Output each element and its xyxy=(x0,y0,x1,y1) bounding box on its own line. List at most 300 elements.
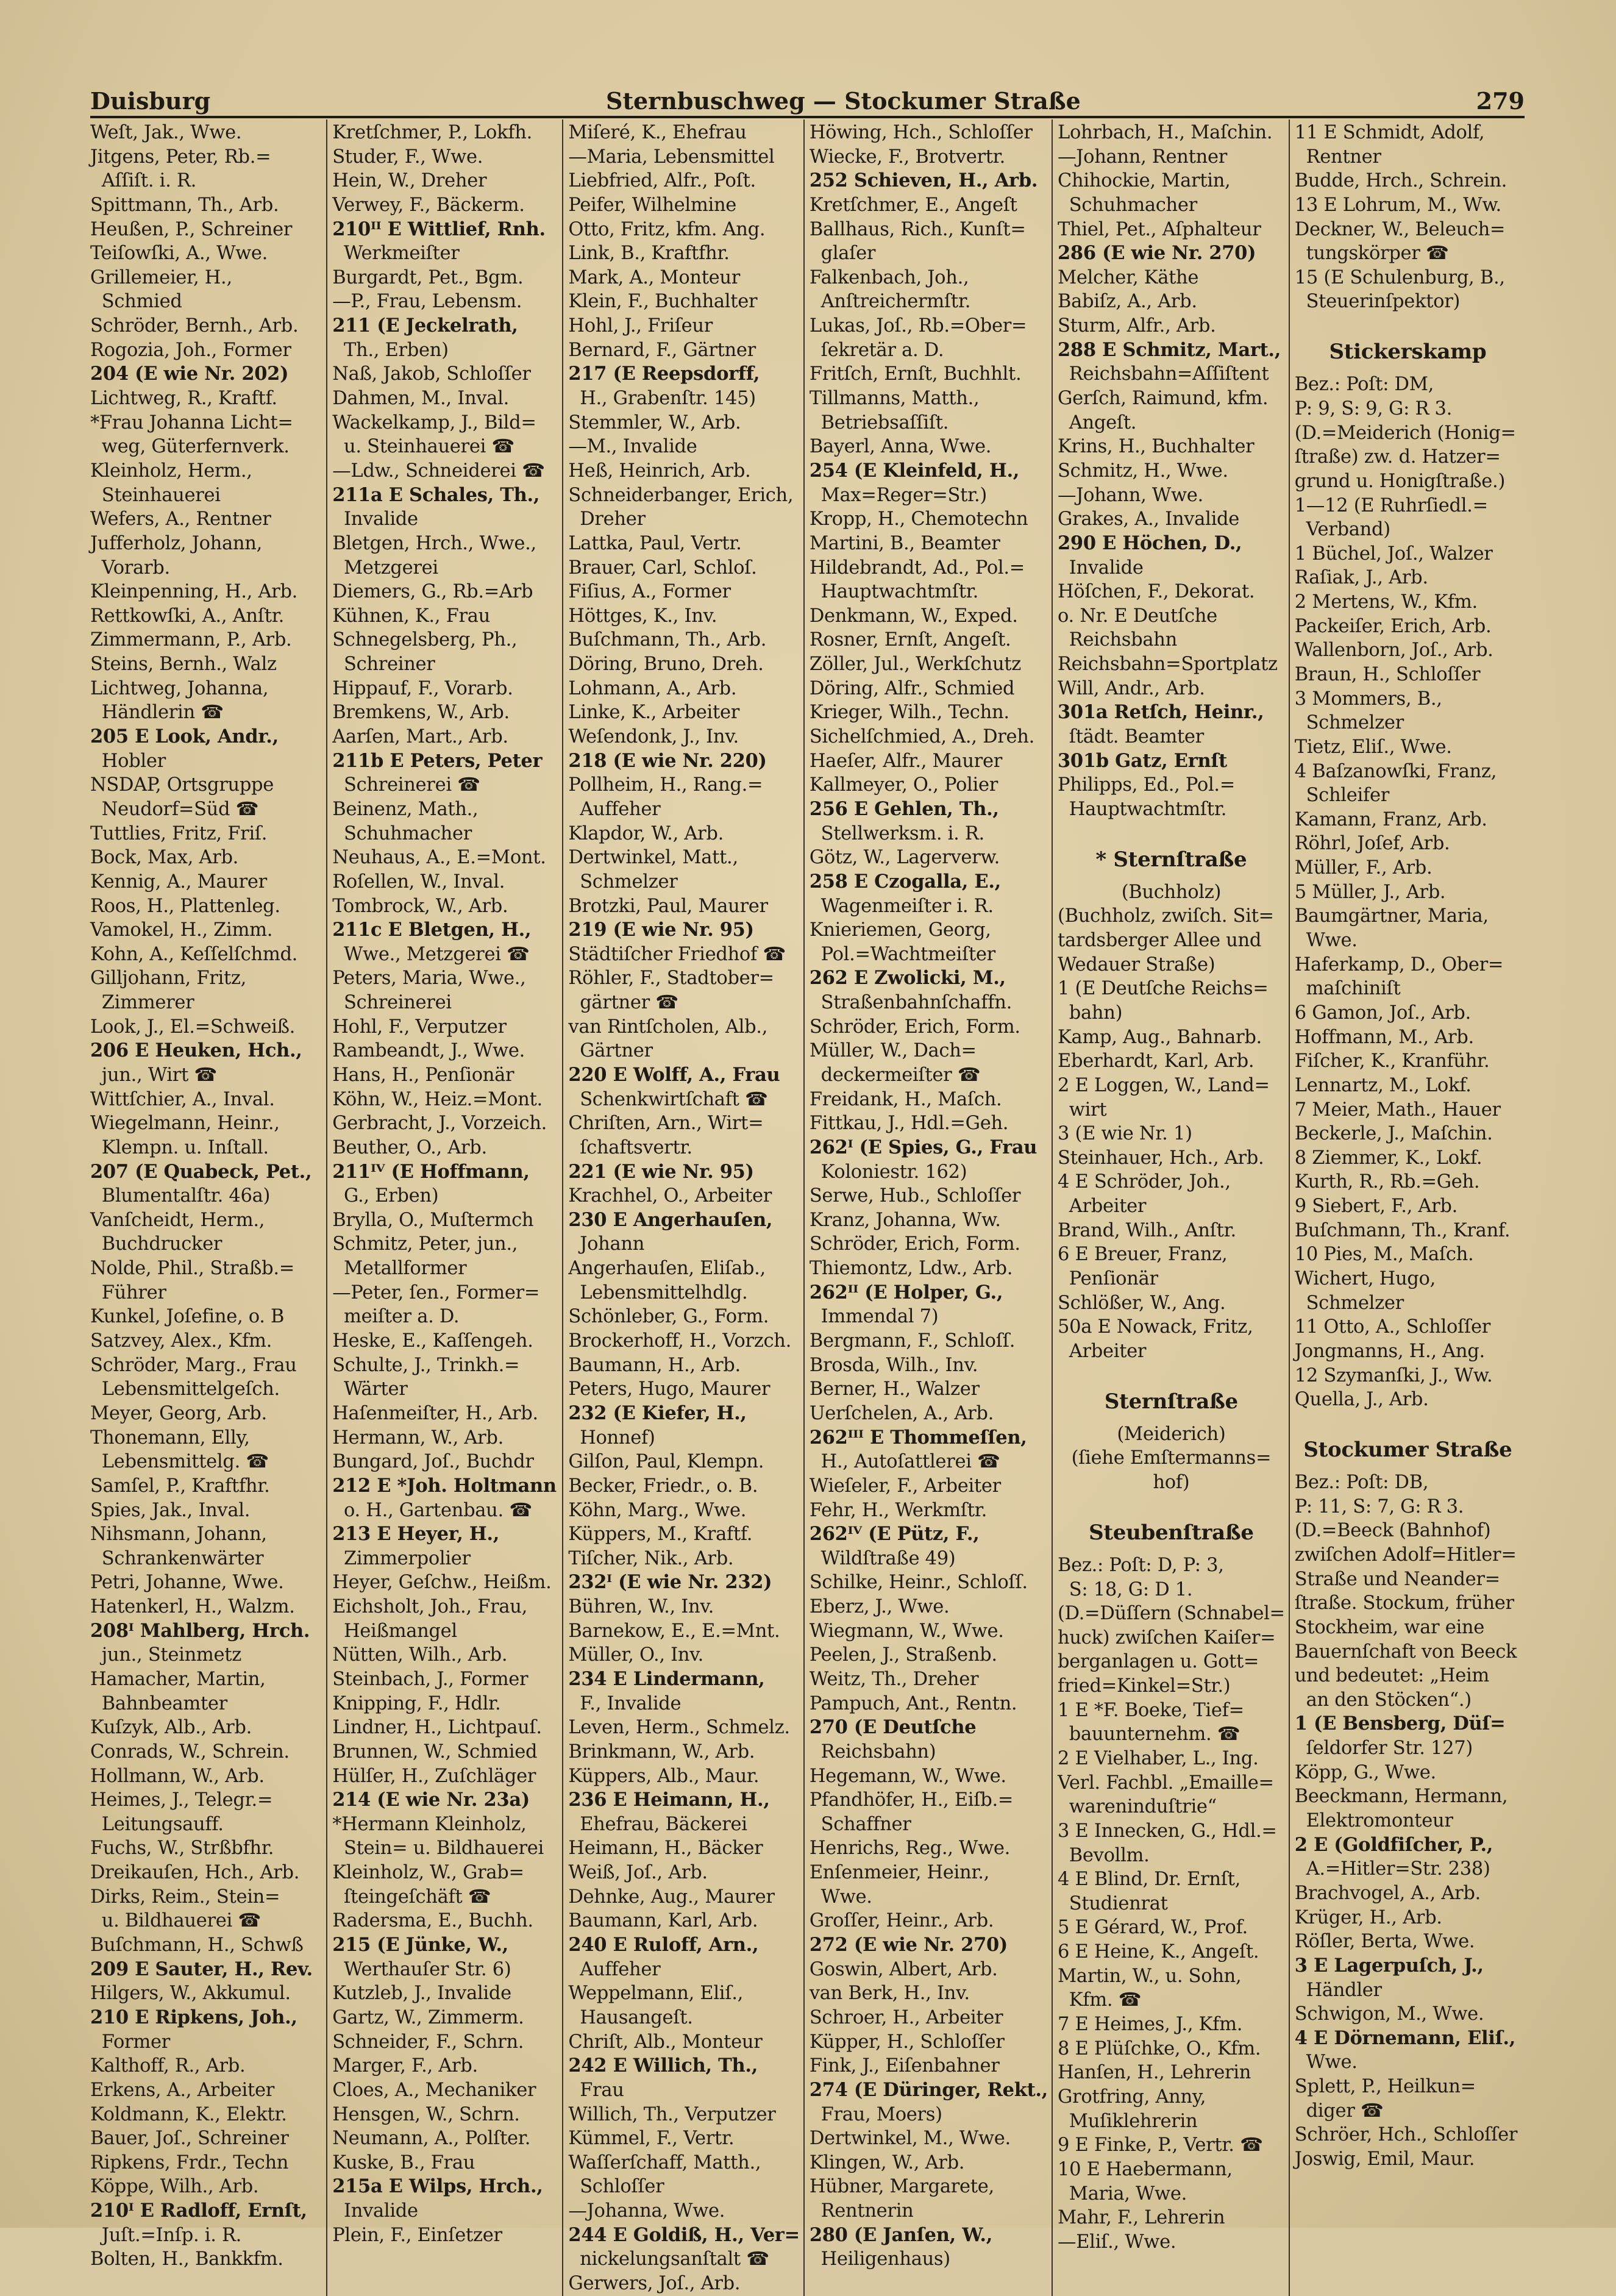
directory-entry: Steins, Bernh., Walz xyxy=(90,654,277,676)
directory-entry: Invalide xyxy=(332,2200,418,2222)
directory-entry: Former xyxy=(90,2031,170,2053)
directory-entry: Wallenborn, Joſ., Arb. xyxy=(1294,640,1493,661)
directory-entry: Weppelmann, Eliſ., xyxy=(568,1983,744,2005)
directory-entry: Anſtreichermſtr. xyxy=(809,291,971,313)
directory-entry: 2 E Loggen, W., Land= xyxy=(1058,1074,1270,1096)
directory-entry: Gerſch, Raimund, kfm. xyxy=(1058,388,1269,410)
directory-entry: 5 E Gérard, W., Prof. xyxy=(1058,1917,1248,1939)
directory-entry: Bremkens, W., Arb. xyxy=(332,702,510,724)
directory-entry: Becker, Friedr., o. B. xyxy=(568,1475,758,1497)
directory-entry: Ripkens, Frdr., Techn xyxy=(90,2152,289,2173)
directory-entry: H., Autoſattlerei ☎ xyxy=(809,1451,1000,1473)
directory-entry: —Ldw., Schneiderei ☎ xyxy=(332,460,545,482)
directory-entry: Melcher, Käthe xyxy=(1058,266,1199,288)
directory-entry: Brotzki, Paul, Maurer xyxy=(568,895,768,917)
directory-entry: Nolde, Phil., Straßb.= xyxy=(90,1258,294,1280)
directory-entry: Petri, Johanne, Wwe. xyxy=(90,1572,284,1594)
directory-entry: zwiſchen Adolf=Hitler= xyxy=(1294,1544,1517,1566)
directory-entry: Schnegelsberg, Ph., xyxy=(332,629,518,651)
directory-entry: Kunkel, Joſefine, o. B xyxy=(90,1306,285,1328)
directory-entry: Pollheim, H., Rang.= xyxy=(568,774,763,796)
directory-entry: Stockheim, war eine xyxy=(1294,1616,1484,1638)
directory-entry: 272 (E wie Nr. 270) xyxy=(809,1934,1008,1956)
directory-entry: Goswin, Albert, Arb. xyxy=(809,1958,998,1980)
directory-entry: 252 Schieven, H., Arb. xyxy=(809,169,1038,192)
directory-entry: Kretſchmer, P., Lokfh. xyxy=(332,122,533,143)
directory-entry: Lohmann, A., Arb. xyxy=(568,677,737,699)
directory-entry: Döring, Alfr., Schmied xyxy=(809,677,1015,699)
directory-entry: 212 E *Joh. Holtmann xyxy=(332,1474,557,1497)
directory-entry: Wagenmeiſter i. R. xyxy=(809,895,994,917)
directory-entry: Beinenz, Math., xyxy=(332,798,479,820)
directory-entry: (Buchholz) xyxy=(1121,881,1222,903)
directory-entry: 290 E Höchen, D., xyxy=(1058,532,1242,554)
directory-entry: Bahnbeamter xyxy=(90,1692,227,1714)
directory-entry: Schröder, Erich, Form. xyxy=(809,1016,1020,1038)
directory-entry: Küppers, Alb., Maur. xyxy=(568,1765,760,1787)
directory-entry: 2 E (Goldfiſcher, P., xyxy=(1294,1833,1493,1856)
directory-entry: Babiſz, A., Arb. xyxy=(1058,291,1197,313)
directory-entry: Metzgerei xyxy=(332,557,438,579)
column-3 xyxy=(562,119,803,2296)
directory-entry: 9 Siebert, F., Arb. xyxy=(1294,1196,1458,1218)
directory-entry: 50a E Nowack, Fritz, xyxy=(1058,1316,1253,1338)
directory-entry: 211c E Bletgen, H., xyxy=(332,919,532,941)
directory-entry: Kümmel, F., Vertr. xyxy=(568,2128,735,2150)
directory-entry: Hübner, Margarete, xyxy=(809,2176,994,2198)
directory-entry: Blumentalſtr. 46a) xyxy=(90,1185,271,1207)
directory-entry: Küppers, M., Kraftf. xyxy=(568,1524,753,1546)
directory-entry: Brosda, Wilh., Inv. xyxy=(809,1354,978,1376)
directory-entry: Miſeré, K., Ehefrau xyxy=(568,122,747,143)
directory-entry: Burgardt, Pet., Bgm. xyxy=(332,266,524,288)
directory-entry: an den Stöcken“.) xyxy=(1294,1689,1472,1711)
directory-entry: ſtraße. Stockum, früher xyxy=(1294,1592,1514,1614)
directory-entry: Steuerinſpektor) xyxy=(1294,291,1461,313)
directory-entry: Penſionär xyxy=(1058,1268,1158,1290)
directory-entry: Wiegmann, W., Wwe. xyxy=(809,1620,1004,1642)
directory-entry: Fritſch, Ernſt, Buchhlt. xyxy=(809,363,1022,385)
directory-entry: Kallmeyer, O., Polier xyxy=(809,774,998,796)
directory-entry: 217 (E Reepsdorff, xyxy=(568,363,760,385)
directory-entry: Schreinerei xyxy=(332,992,452,1014)
directory-entry: Dreikauſen, Hch., Arb. xyxy=(90,1862,300,1884)
directory-entry: Naß, Jakob, Schloſſer xyxy=(332,363,531,385)
directory-entry: Lebensmittelgeſch. xyxy=(90,1378,280,1400)
directory-entry: 207 (E Quabeck, Pet., xyxy=(90,1160,312,1183)
directory-entry: 3 Mommers, B., xyxy=(1294,688,1442,710)
directory-entry: Angeſt. xyxy=(1058,412,1137,433)
directory-entry: Koldmann, K., Elektr. xyxy=(90,2103,287,2125)
directory-entry: Johann xyxy=(568,1233,645,1255)
directory-entry: Verwey, F., Bäckerm. xyxy=(332,194,525,216)
directory-entry: Aarſen, Mart., Arb. xyxy=(332,726,508,748)
directory-entry: 211b E Peters, Peter xyxy=(332,749,543,772)
directory-entry: Raſiak, J., Arb. xyxy=(1294,567,1428,589)
directory-entry: 240 E Ruloff, Arn., xyxy=(568,1934,759,1956)
directory-entry: Studer, F., Wwe. xyxy=(332,146,483,168)
directory-entry: Frau, Moers) xyxy=(809,2103,942,2125)
directory-entry: Fehr, H., Werkmſtr. xyxy=(809,1499,987,1521)
directory-entry: Müller, W., Dach= xyxy=(809,1040,977,1062)
directory-entry: Grakes, A., Invalide xyxy=(1058,508,1240,530)
directory-entry: Klingen, W., Arb. xyxy=(809,2152,965,2173)
directory-entry: Linke, K., Arbeiter xyxy=(568,702,739,724)
directory-entry: Ehefrau, Bäckerei xyxy=(568,1813,747,1835)
directory-entry: Splett, P., Heilkun= xyxy=(1294,2076,1476,2098)
directory-entry: Hein, W., Dreher xyxy=(332,170,487,192)
directory-entry: Hegemann, W., Wwe. xyxy=(809,1765,1006,1787)
directory-entry: Wwe. xyxy=(1294,930,1358,952)
directory-entry: Dertwinkel, Matt., xyxy=(568,847,738,869)
directory-entry: Heß, Heinrich, Arb. xyxy=(568,460,751,482)
directory-entry: *Hermann Kleinholz, xyxy=(332,1813,527,1835)
directory-entry: Pfandhöfer, H., Eiſb.= xyxy=(809,1789,1014,1811)
directory-entry: Spies, Jak., Inval. xyxy=(90,1499,251,1521)
directory-entry: Hermann, W., Arb. xyxy=(332,1427,504,1449)
directory-entry: Angerhauſen, Eliſab., xyxy=(568,1258,766,1280)
directory-entry: 218 (E wie Nr. 220) xyxy=(568,749,767,772)
directory-entry: maſchiniſt xyxy=(1294,978,1401,1000)
directory-entry: Gilſon, Paul, Klempn. xyxy=(568,1451,764,1473)
directory-entry: Haſenmeiſter, H., Arb. xyxy=(332,1402,538,1424)
directory-entry: Buſchmann, Th., Kranf. xyxy=(1294,1219,1511,1241)
directory-entry: Heiligenhaus) xyxy=(809,2248,950,2270)
directory-entry: Mahr, F., Lehrerin xyxy=(1058,2207,1225,2229)
directory-entry: berganlagen u. Gott= xyxy=(1058,1651,1259,1673)
directory-entry: 1 Büchel, Joſ., Walzer xyxy=(1294,543,1493,565)
directory-entry: Lattka, Paul, Vertr. xyxy=(568,532,742,554)
directory-entry: Verband) xyxy=(1294,519,1390,541)
directory-entry: 4 E Schröder, Joh., xyxy=(1058,1171,1231,1193)
directory-entry: 244 E Goldiß, H., Ver= xyxy=(568,2223,800,2246)
directory-entry: Händlerin ☎ xyxy=(90,702,224,724)
directory-entry: Hollmann, W., Arb. xyxy=(90,1765,265,1787)
directory-entry: 204 (E wie Nr. 202) xyxy=(90,363,289,385)
directory-entry: Henrichs, Reg., Wwe. xyxy=(809,1838,1011,1859)
directory-entry: Wackelkamp, J., Bild= xyxy=(332,412,536,433)
directory-entry: Th., Erben) xyxy=(332,339,449,361)
directory-entry: Packeiſer, Erich, Arb. xyxy=(1294,615,1492,637)
directory-entry: Götz, W., Lagerverw. xyxy=(809,847,1000,869)
directory-entry: Weſt, Jak., Wwe. xyxy=(90,122,242,143)
column-4 xyxy=(803,119,1052,2296)
directory-entry: Beeckmann, Hermann, xyxy=(1294,1786,1508,1808)
directory-entry: Hilgers, W., Akkumul. xyxy=(90,1983,291,2005)
directory-entry: tungskörper ☎ xyxy=(1294,243,1449,265)
directory-entry: Knipping, F., Hdlr. xyxy=(332,1692,501,1714)
directory-entry: Klein, F., Buchhalter xyxy=(568,291,758,313)
directory-entry: Führer xyxy=(90,1282,166,1303)
directory-entry: Auffeher xyxy=(568,1958,661,1980)
directory-entry: Hauptwachtmſtr. xyxy=(1058,798,1227,820)
directory-entry: Zimmermann, P., Arb. xyxy=(90,629,292,651)
directory-entry: 258 E Czogalla, E., xyxy=(809,870,1001,893)
directory-entry: 232ᴵ (E wie Nr. 232) xyxy=(568,1571,772,1594)
directory-entry: Sichelſchmied, A., Dreh. xyxy=(809,726,1034,748)
directory-entry: 219 (E wie Nr. 95) xyxy=(568,919,754,941)
directory-entry: 1 (E Deutſche Reichs= xyxy=(1058,978,1269,1000)
directory-entry: Jitgens, Peter, Rb.= xyxy=(90,146,271,168)
directory-entry: 1—12 (E Ruhrſiedl.= xyxy=(1294,494,1488,516)
directory-entry: Leitungsauff. xyxy=(90,1813,224,1835)
directory-entry: Heimann, H., Bäcker xyxy=(568,1838,763,1859)
directory-entry: Rambeandt, J., Wwe. xyxy=(332,1040,525,1062)
directory-entry: Wittſchier, A., Inval. xyxy=(90,1088,275,1110)
directory-entry: u. Bildhauerei ☎ xyxy=(90,1910,262,1932)
directory-entry: Schmelzer xyxy=(1294,712,1404,734)
directory-entry: Schrankenwärter xyxy=(90,1547,264,1569)
directory-entry: Hohl, J., Friſeur xyxy=(568,315,713,337)
directory-entry: bahn) xyxy=(1058,1002,1123,1024)
directory-entry: Will, Andr., Arb. xyxy=(1058,677,1205,699)
directory-entry: Schmelzer xyxy=(1294,1292,1404,1314)
directory-entry: huck) zwiſchen Kaiſer= xyxy=(1058,1627,1276,1649)
directory-entry: Brinkmann, W., Arb. xyxy=(568,1741,755,1763)
directory-entry: deckermeiſter ☎ xyxy=(809,1064,981,1086)
directory-entry: Brunnen, W., Schmied xyxy=(332,1741,538,1763)
directory-entry: 10 E Haebermann, xyxy=(1058,2158,1233,2180)
directory-entry: und bedeutet: „Heim xyxy=(1294,1665,1490,1687)
directory-entry: Bletgen, Hrch., Wwe., xyxy=(332,532,536,554)
directory-entry: Lebensmittelhdlg. xyxy=(568,1282,748,1303)
street-heading: Sternſtraße xyxy=(1104,1389,1238,1414)
directory-entry: Kretſchmer, E., Angeſt xyxy=(809,194,1017,216)
directory-entry: Lichtweg, Johanna, xyxy=(90,677,269,699)
directory-entry: fried=Kinkel=Str.) xyxy=(1058,1675,1231,1697)
directory-entry: Bauer, Joſ., Schreiner xyxy=(90,2128,289,2150)
directory-entry: Hülſer, H., Zuſchläger xyxy=(332,1765,536,1787)
directory-entry: Wichert, Hugo, xyxy=(1294,1268,1436,1290)
directory-entry: Thonemann, Elly, xyxy=(90,1427,250,1449)
directory-entry: Steinhauerei xyxy=(90,484,221,506)
directory-entry: Weiß, Joſ., Arb. xyxy=(568,1862,708,1884)
directory-entry: Schaffner xyxy=(809,1813,911,1835)
directory-entry: Dreher xyxy=(568,508,646,530)
directory-entry: grund u. Honigſtraße.) xyxy=(1294,470,1506,492)
directory-entry: Haferkamp, D., Ober= xyxy=(1294,954,1504,975)
directory-entry: (D.=Düſſern (Schnabel= xyxy=(1058,1603,1285,1625)
directory-entry: (D.=Beeck (Bahnhof) xyxy=(1294,1520,1491,1542)
directory-entry: Peters, Hugo, Maurer xyxy=(568,1378,771,1400)
directory-entry: diger ☎ xyxy=(1294,2100,1384,2122)
street-heading: Stockumer Straße xyxy=(1303,1437,1512,1462)
directory-entry: Peelen, J., Straßenb. xyxy=(809,1644,997,1666)
directory-entry: Tietz, Eliſ., Wwe. xyxy=(1294,736,1452,758)
directory-entry: Maria, Wwe. xyxy=(1058,2183,1187,2205)
directory-entry: Jongmanns, H., Ang. xyxy=(1294,1340,1485,1362)
directory-entry: 211 (E Jeckelrath, xyxy=(332,315,518,337)
directory-entry: Hatenkerl, H., Walzm. xyxy=(90,1596,295,1618)
directory-entry: 220 E Wolff, A., Frau xyxy=(568,1063,780,1086)
header-rule xyxy=(90,116,1525,118)
directory-columns xyxy=(90,119,1525,2295)
directory-entry: —Johann, Rentner xyxy=(1058,146,1227,168)
directory-entry: Neuhaus, A., E.=Mont. xyxy=(332,847,546,869)
directory-entry: wareninduſtrie“ xyxy=(1058,1796,1217,1818)
directory-entry: S: 18, G: D 1. xyxy=(1058,1578,1193,1600)
directory-entry: Vanſcheidt, Herm., xyxy=(90,1209,265,1231)
directory-entry: 254 (E Kleinfeld, H., xyxy=(809,459,1020,482)
directory-entry: —Eliſ., Wwe. xyxy=(1058,2231,1176,2253)
directory-entry: ſtraße) zw. d. Hatzer= xyxy=(1294,446,1501,468)
directory-entry: bauunternehm. ☎ xyxy=(1058,1724,1240,1745)
directory-entry: Köpp, G., Wwe. xyxy=(1294,1761,1436,1783)
directory-entry: Gerwers, Joſ., Arb. xyxy=(568,2273,741,2295)
directory-entry: 205 E Look, Andr., xyxy=(90,726,279,748)
directory-entry: glaſer xyxy=(809,243,876,265)
directory-entry: Hippauf, F., Vorarb. xyxy=(332,677,513,699)
directory-entry: Müller, F., Arb. xyxy=(1294,857,1433,879)
directory-entry: NSDAP, Ortsgruppe xyxy=(90,774,274,796)
directory-entry: 4 E Dörnemann, Eliſ., xyxy=(1294,2027,1516,2049)
directory-entry: Schroer, H., Arbeiter xyxy=(809,2006,1003,2028)
directory-entry: Thiemontz, Ldw., Arb. xyxy=(809,1258,1013,1280)
directory-entry: Stein= u. Bildhauerei xyxy=(332,1838,544,1859)
directory-entry: wirt xyxy=(1058,1099,1107,1121)
directory-entry: Hoffmann, M., Arb. xyxy=(1294,1026,1474,1048)
directory-entry: 274 (E Düringer, Rekt., xyxy=(809,2078,1048,2101)
directory-entry: jun., Wirt ☎ xyxy=(90,1064,218,1086)
directory-entry: Rentner xyxy=(1294,146,1381,168)
directory-entry: Buchdrucker xyxy=(90,1233,222,1255)
directory-entry: weg, Güterfernverk. xyxy=(90,436,290,458)
directory-entry: Kühnen, K., Frau xyxy=(332,605,490,627)
directory-entry: ſteingeſchäft ☎ xyxy=(332,1886,491,1908)
directory-entry: Wefers, A., Rentner xyxy=(90,508,271,530)
directory-entry: 211ᴵⱽ (E Hoffmann, xyxy=(332,1160,530,1183)
directory-entry: Brand, Wilh., Anſtr. xyxy=(1058,1219,1236,1241)
directory-entry: Zimmerer xyxy=(90,992,194,1014)
directory-entry: Frau xyxy=(568,2079,624,2101)
directory-entry: Städtiſcher Friedhof ☎ xyxy=(568,943,786,965)
directory-entry: Dertwinkel, M., Wwe. xyxy=(809,2128,1011,2150)
directory-entry: Brauer, Carl, Schloſ. xyxy=(568,557,757,579)
directory-entry: 6 E Heine, K., Angeſt. xyxy=(1058,1941,1259,1963)
directory-entry: Schleifer xyxy=(1294,785,1389,807)
directory-entry: Schmitz, H., Wwe. xyxy=(1058,460,1228,482)
directory-entry: Röhrl, Joſef, Arb. xyxy=(1294,833,1450,855)
directory-entry: tardsberger Allee und xyxy=(1058,930,1262,952)
directory-entry: —Johanna, Wwe. xyxy=(568,2200,725,2222)
directory-entry: Schmelzer xyxy=(568,871,678,893)
directory-entry: 242 E Willich, Th., xyxy=(568,2055,758,2077)
directory-entry: Radersma, E., Buchh. xyxy=(332,1910,533,1932)
directory-entry: 3 E Lagerpuſch, J., xyxy=(1294,1954,1484,1977)
directory-entry: Max=Reger=Str.) xyxy=(809,484,987,506)
directory-entry: 211a E Schales, Th., xyxy=(332,483,540,506)
directory-entry: P: 11, S: 7, G: R 3. xyxy=(1294,1496,1464,1517)
directory-entry: 210ᴵᴵ E Wittlief, Rnh. xyxy=(332,218,546,240)
column-2 xyxy=(326,119,562,2296)
directory-entry: Reichsbahn) xyxy=(809,1741,936,1763)
directory-entry: Eichsholt, Joh., Frau, xyxy=(332,1596,527,1618)
directory-entry: Peters, Maria, Wwe., xyxy=(332,968,526,989)
directory-entry: Aſſiſt. i. R. xyxy=(90,170,196,192)
directory-entry: u. Steinhauerei ☎ xyxy=(332,436,515,458)
directory-entry: Kohn, A., Keſſelſchmd. xyxy=(90,943,298,965)
directory-entry: Straßenbahnſchaffn. xyxy=(809,992,1013,1014)
directory-entry: Höwing, Hch., Schloſſer xyxy=(809,122,1033,143)
directory-entry: 232 (E Kiefer, H., xyxy=(568,1402,747,1424)
directory-entry: Reichsbahn xyxy=(1058,629,1177,651)
directory-entry: 11 E Schmidt, Adolf, xyxy=(1294,122,1485,143)
directory-entry: Klempn. u. Inſtall. xyxy=(90,1136,269,1158)
directory-entry: Schuhmacher xyxy=(332,822,472,844)
directory-entry: 270 (E Deutſche xyxy=(809,1716,977,1739)
directory-entry: —Johann, Wwe. xyxy=(1058,484,1203,506)
directory-entry: Budde, Hrch., Schrein. xyxy=(1294,170,1507,192)
directory-entry: 11 Otto, A., Schloſſer xyxy=(1294,1316,1491,1338)
directory-entry: Buſchmann, H., Schwß xyxy=(90,1934,304,1956)
directory-entry: Krins, H., Buchhalter xyxy=(1058,436,1255,458)
directory-entry: Kennig, A., Maurer xyxy=(90,871,267,893)
directory-entry: Chriſt, Alb., Monteur xyxy=(568,2031,763,2053)
directory-entry: Grillemeier, H., xyxy=(90,266,232,288)
directory-entry: Höſchen, F., Dekorat. xyxy=(1058,581,1255,603)
directory-entry: Wwe., Metzgerei ☎ xyxy=(332,943,530,965)
directory-entry: Schönleber, G., Form. xyxy=(568,1306,769,1328)
directory-entry: Hensgen, W., Schrn. xyxy=(332,2103,520,2125)
directory-entry: Grotfring, Anny, xyxy=(1058,2086,1206,2108)
directory-entry: Kleinholz, Herm., xyxy=(90,460,252,482)
directory-entry: Dahmen, M., Inval. xyxy=(332,388,509,410)
directory-entry: van Berk, H., Inv. xyxy=(809,1983,970,2005)
directory-entry: Schenkwirtſchaft ☎ xyxy=(568,1088,768,1110)
directory-entry: Tiſcher, Nik., Arb. xyxy=(568,1547,734,1569)
directory-entry: Roos, H., Plattenleg. xyxy=(90,895,280,917)
directory-entry: Müller, O., Inv. xyxy=(568,1644,703,1666)
directory-entry: Peifer, Wilhelmine xyxy=(568,194,737,216)
directory-entry: Schmied xyxy=(90,291,182,313)
directory-entry: Fink, J., Eiſenbahner xyxy=(809,2055,1000,2077)
directory-entry: o. H., Gartenbau. ☎ xyxy=(332,1499,533,1521)
directory-entry: 262ᴵᴵᴵ E Thommeſſen, xyxy=(809,1426,1027,1449)
directory-entry: Hobler xyxy=(90,750,166,772)
directory-entry: Bez.: Poſt: DB, xyxy=(1294,1472,1429,1494)
directory-entry: Tuttlies, Fritz, Friſ. xyxy=(90,822,268,844)
directory-entry: Bernard, F., Gärtner xyxy=(568,339,756,361)
directory-entry: Conrads, W., Schrein. xyxy=(90,1741,290,1763)
directory-entry: (D.=Meiderich (Honig= xyxy=(1294,422,1516,444)
directory-entry: Heißmangel xyxy=(332,1620,457,1642)
directory-entry: Kropp, H., Chemotechn xyxy=(809,508,1028,530)
directory-entry: Quella, J., Arb. xyxy=(1294,1389,1429,1411)
directory-entry: Kfm. ☎ xyxy=(1058,1989,1142,2011)
directory-entry: Dehnke, Aug., Maurer xyxy=(568,1886,775,1908)
directory-entry: Kutzleb, J., Invalide xyxy=(332,1983,511,2005)
directory-entry: meiſter a. D. xyxy=(332,1306,460,1328)
directory-entry: 210ᴵ E Radloff, Ernſt, xyxy=(90,2200,307,2222)
directory-entry: Ballhaus, Rich., Kunſt= xyxy=(809,218,1026,240)
directory-entry: Schloſſer xyxy=(568,2176,664,2198)
directory-entry: Weitz, Th., Dreher xyxy=(809,1669,979,1690)
directory-entry: Philipps, Ed., Pol.= xyxy=(1058,774,1236,796)
directory-entry: ſtädt. Beamter xyxy=(1058,726,1204,748)
directory-entry: Wieſeler, F., Arbeiter xyxy=(809,1475,1001,1497)
directory-entry: Kurth, R., Rb.=Geh. xyxy=(1294,1171,1480,1193)
directory-entry: H., Grabenſtr. 145) xyxy=(568,388,756,410)
directory-entry: 234 E Lindermann, xyxy=(568,1668,765,1690)
directory-entry: Thiel, Pet., Aſphalteur xyxy=(1058,218,1261,240)
directory-entry: 301b Gatz, Ernſt xyxy=(1058,749,1227,772)
directory-entry: Arbeiter xyxy=(1058,1340,1147,1362)
directory-entry: jun., Steinmetz xyxy=(90,1644,242,1666)
directory-entry: 4 Baſzanowſki, Franz, xyxy=(1294,760,1497,782)
directory-entry: Schröer, Hch., Schloſſer xyxy=(1294,2124,1518,2146)
directory-entry: 3 (E wie Nr. 1) xyxy=(1058,1123,1192,1145)
directory-entry: Invalide xyxy=(1058,557,1144,579)
